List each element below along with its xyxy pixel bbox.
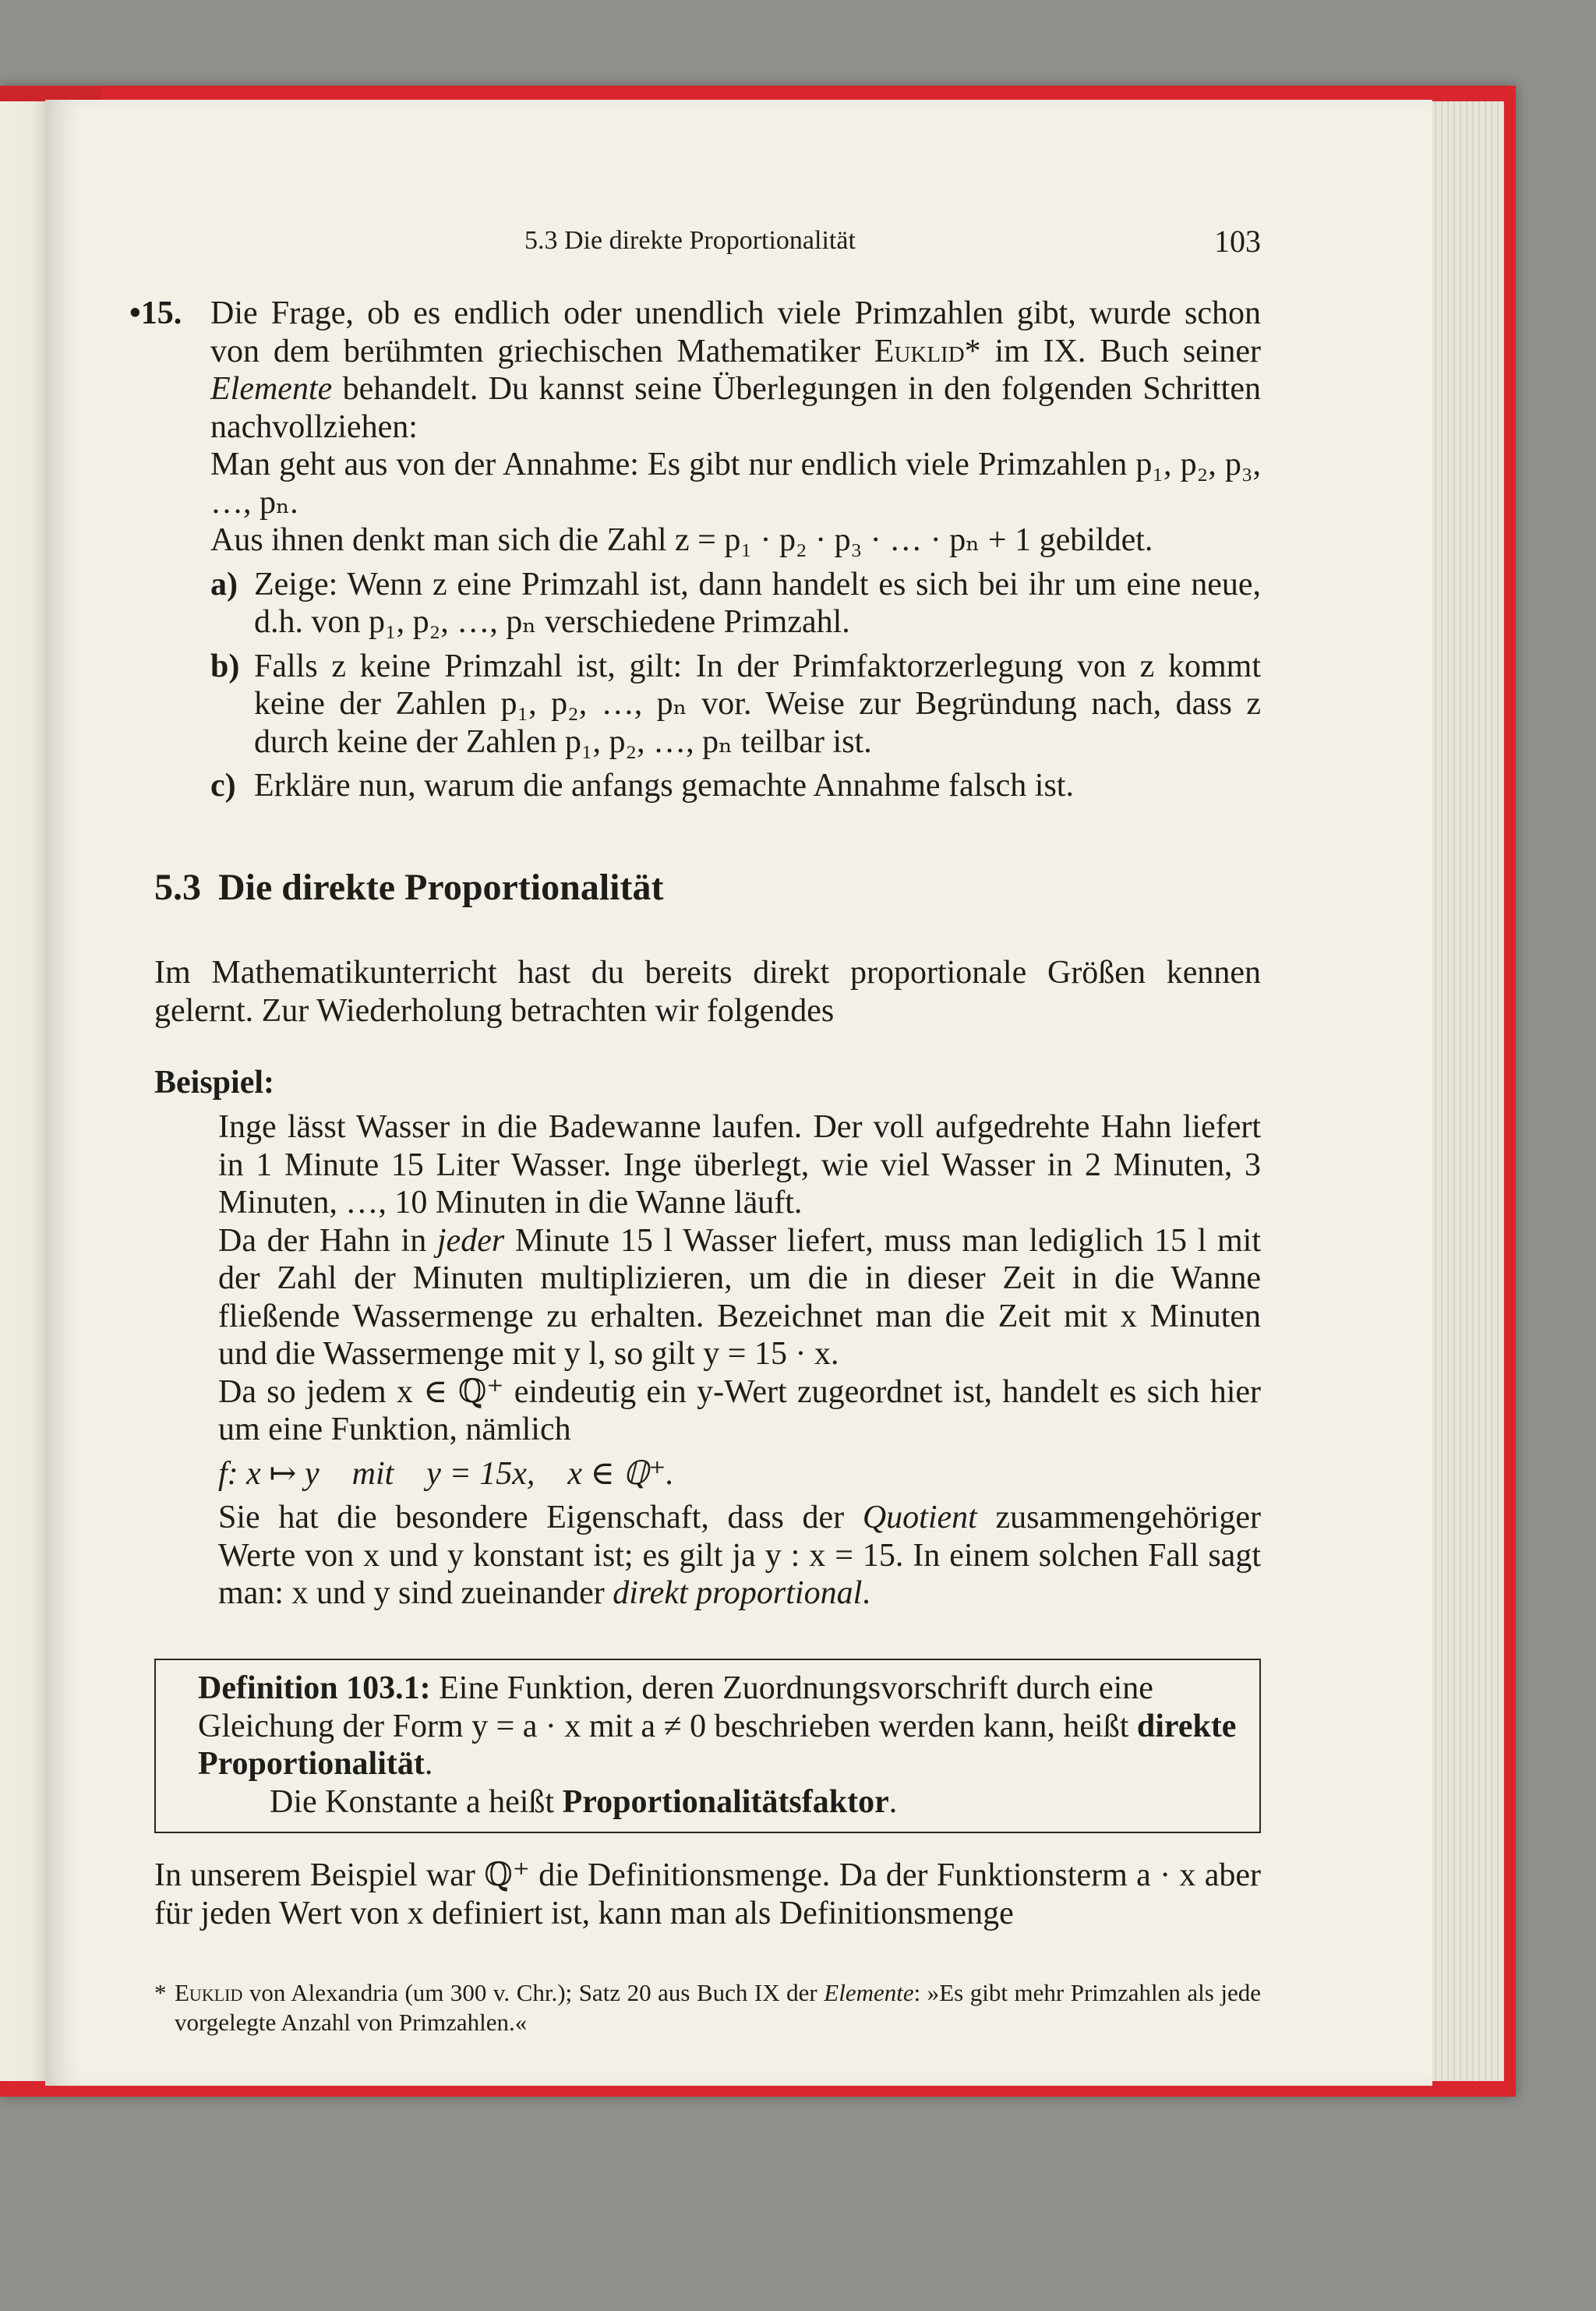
subtask-label: c) [210,768,236,804]
section-number: 5.3 [154,867,201,908]
example-paragraph: Da so jedem x ∈ ℚ⁺ eindeutig ein y-Wert zugeordnet ist, handelt es sich hier um eine Funktion, nämlich [218,1373,1261,1447]
example-paragraph [218,1499,1261,1613]
outro-paragraph: In unserem Beispiel war ℚ⁺ die Definitionsmenge. Da der Funktionsterm a · x aber für jeden Wert von x definiert ist, kann man als Definitionsmenge [154,1857,1261,1931]
page-number: 103 [1214,224,1261,259]
example-text: Minute 15 l Wasser liefert, muss man lediglich 15 l mit der Zahl der Minuten multiplizieren, um die in dieser Zeit in die Wanne fließende Wassermenge zu erhalten. Bezeichnet man die Zeit mit x Minuten und die Wassermenge mit y l, so gilt y = 15 · x. [218,1222,1261,1372]
definition-line [198,1670,1238,1783]
example-body [218,1108,1261,1613]
emphasis-quotient: Quotient [862,1500,977,1535]
subtask-text: Falls z keine Primzahl ist, gilt: In der Primfaktorzerlegung von z kommt keine der Zahlen p₁, p₂, …, pₙ vor. Weise zur Begründung nach, dass z durch keine der Zahlen p₁, p₂, …, pₙ teilbar ist. [254,648,1261,760]
section-title: Die direkte Proportionalität [218,867,664,908]
example-paragraph [218,1222,1261,1373]
example-paragraph: Inge lässt Wasser in die Badewanne laufen. Der voll aufgedrehte Hahn liefert in 1 Minute 15 Liter Wasser. Inge überlegt, wie viel Wasser in 2 Minuten, 3 Minuten, …, 10 Minuten in die Wanne läuft. [218,1109,1261,1221]
intro-paragraph: Im Mathematikunterricht hast du bereits direkt proportionale Größen kennen gelernt. Zur Wiederholung betrachten wir folgendes [154,955,1261,1029]
euklid-name: Euklid [175,1979,243,2006]
emphasis-direkt-proportional: direkt proportional [613,1575,863,1611]
example-heading: Beispiel: [154,1065,274,1101]
subtask-b [210,648,1261,761]
footnote-text [175,1978,1261,2037]
example-text: zusammengehöriger Werte von x und y konstant ist; es gilt ja y : x = 15. In einem solchen Fall sagt man: x und y sind zueinander [218,1500,1261,1611]
definition-label: Definition 103.1: [198,1670,431,1706]
example-text: Da der Hahn in [218,1222,437,1259]
function-formula: f: x ↦ y mit y = 15x, x ∈ ℚ⁺. [218,1455,674,1492]
emphasis-jeder: jeder [436,1222,505,1259]
footnote [154,1978,1261,2037]
running-head-title: 5.3 Die direkte Proportionalität [524,226,856,255]
subtask-label: b) [210,648,240,684]
term-direkte-proportionalitaet: direkte Proportionalität [198,1708,1237,1782]
subtask-c [210,767,1261,805]
definition-text: Eine Funktion, deren Zuordnungsvorschrift durch eine Gleichung der Form y = a · x mit a ≠ 0 beschrieben werden kann, heißt [198,1670,1153,1744]
problem-text: Die Frage, ob es endlich oder unendlich viele Primzahlen gibt, wurde schon von dem berühmten griechischen Mathematiker [210,295,1261,369]
problem-15 [129,295,1261,805]
footnote-marker: * [154,1979,167,2006]
problem-number: •15. [129,295,182,331]
subtask-text: Zeige: Wenn z eine Primzahl ist, dann handelt es sich bei ihr um eine neue, d.h. von p₁, p₂, …, pₙ verschiedene Primzahl. [254,566,1261,640]
example-text: Sie hat die besondere Eigenschaft, dass der [218,1500,863,1535]
problem-text: behandelt. Du kannst seine Überlegungen in den folgenden Schritten nachvollziehen: [210,371,1261,445]
example-text: . [862,1575,870,1611]
definition-text: . [424,1746,433,1782]
section-heading [154,869,663,907]
elemente-title: Elemente [824,1979,914,2006]
elemente-title: Elemente [210,371,333,407]
footnote-part: : »Es gibt mehr Primzahlen als jede vorgelegte Anzahl von Primzahlen.« [175,1979,1262,2036]
euklid-name: Euklid [874,333,965,369]
definition-line [270,1783,1238,1822]
subtask-a [210,566,1261,641]
subtask-label: a) [210,566,238,602]
definition-text: . [888,1783,898,1820]
problem-z-definition: Aus ihnen denkt man sich die Zahl z = p₁ · p₂ · p₃ · … · pₙ + 1 gebildet. [210,522,1153,558]
problem-text: * im IX. Buch seiner [964,333,1261,369]
problem-assumption: Man geht aus von der Annahme: Es gibt nur endlich viele Primzahlen p₁, p₂, p₃, …, pₙ. [210,447,1261,521]
definition-box [154,1659,1261,1833]
definition-text: Die Konstante a heißt [270,1783,563,1820]
term-proportionalitaetsfaktor: Proportionalitätsfaktor [562,1783,889,1820]
running-head [154,226,1261,265]
subtask-text: Erkläre nun, warum die anfangs gemachte Annahme falsch ist. [254,768,1074,804]
footnote-part: von Alexandria (um 300 v. Chr.); Satz 20 aus Buch IX der [242,1979,824,2006]
problem-intro [210,295,1261,446]
